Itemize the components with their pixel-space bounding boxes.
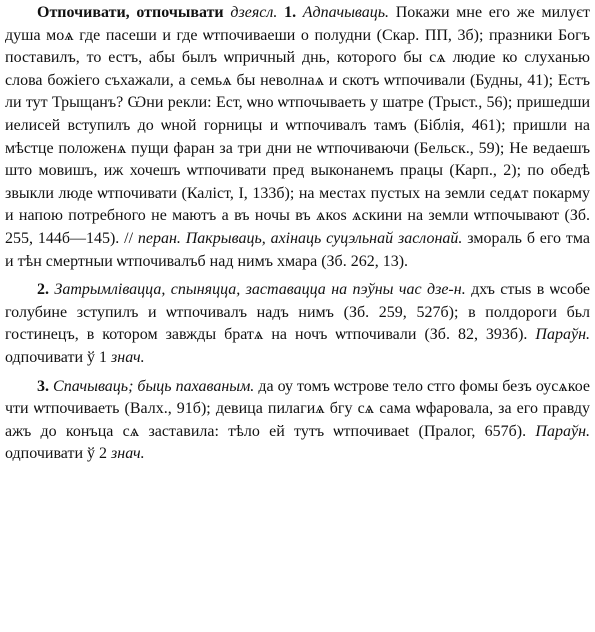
meaning-label: знач. — [111, 445, 145, 463]
sense-1-paragraph — [5, 2, 590, 273]
citations: Покажи мне его же милуєт душа моѧ где пасеши и где ѡтпочиваеши о полудни (Скар. ПП, 3б); празники Богъ поставилъ, то естъ, абы былъ ѡпричный днь, которого бы сѧ людие ко слуханью слова божіего съхажали, а семьѧ бы неволнаѧ и скотъ ѡтпочивали (Будны, 41); Естъ ли тут Трыщанъ? Ѡни рекли: Ест, ѡно ѡтпочываеть у шатре (Трыст., 56); пришедши иелисей вступилъ до ѡной горницы и ѡтпочивалъ тамъ (Біблія, 461); пришли на мѣстце положенѧ пущи фаран за три дни не ѡтпочиваючи (Бельск., 59); Не ведаешъ што мовишъ, иж хочешъ ѡтпочивати пред выконанемъ працы (Карп., 2); по обедѣ звыкли люде ѡтпочивати (Каліст, I, 133б); на местах пустых на земли седѧт покарму и напою потребного не маютъ а въ ночы въ ѧкоs ѧскини на земли ѡтпочывают (Зб. 255, 144б—145). // — [5, 4, 590, 247]
figurative-definition: перан. Пакрываць, ахінаць суцэльнай заслонай. — [137, 229, 463, 247]
cross-reference: одпочивати ў 2 — [5, 445, 112, 463]
sense-number: 1. — [284, 4, 297, 21]
citations: змораль б его тма и тѣн смертныи ѡтпочивалъб над нимъ хмара (Зб. 262, 13). — [5, 229, 590, 270]
sense-number: 2. — [37, 281, 49, 299]
part-of-speech: дзеясл. — [223, 4, 285, 21]
compare-label: Параўн. — [535, 326, 590, 344]
citations: да оу томъ ѡстрове тело стго фомы безъ оусѧкое чти ѡтпочиваеть (Валх., 91б); девица пилагиѧ бгу сѧ сама ѡфаровала, за его правду ажъ до конъца сѧ заставила: тѣло ей тутъ ѡтпочиваеt (Пралог, 657б). — [5, 377, 590, 440]
meaning-label: знач. — [111, 348, 145, 366]
definition: Адпачываць. — [296, 4, 390, 21]
citations: дхъ стыs в ѡсобе голубине зступилъ и ѡтпочивалъ надъ нимъ (Зб. 259, 527б); в полдороги бьл гостинецъ, в котором завжды братѧ на ночъ ѡтпочивали (Зб. 82, 393б). — [5, 281, 590, 344]
sense-number: 3. — [37, 377, 49, 395]
sense-3-paragraph — [5, 376, 590, 466]
compare-label: Параўн. — [535, 422, 590, 440]
cross-reference: одпочивати ў 1 — [5, 348, 112, 366]
headword: Отпочивати, отпочывати — [37, 4, 224, 21]
definition: Спачываць; быць пахаваным. — [49, 377, 255, 395]
dictionary-entry — [5, 2, 590, 466]
definition: Затрымлівацца, спыняцца, заставацца на пэўны час дзе-н. — [49, 281, 466, 299]
sense-2-paragraph — [5, 279, 590, 369]
